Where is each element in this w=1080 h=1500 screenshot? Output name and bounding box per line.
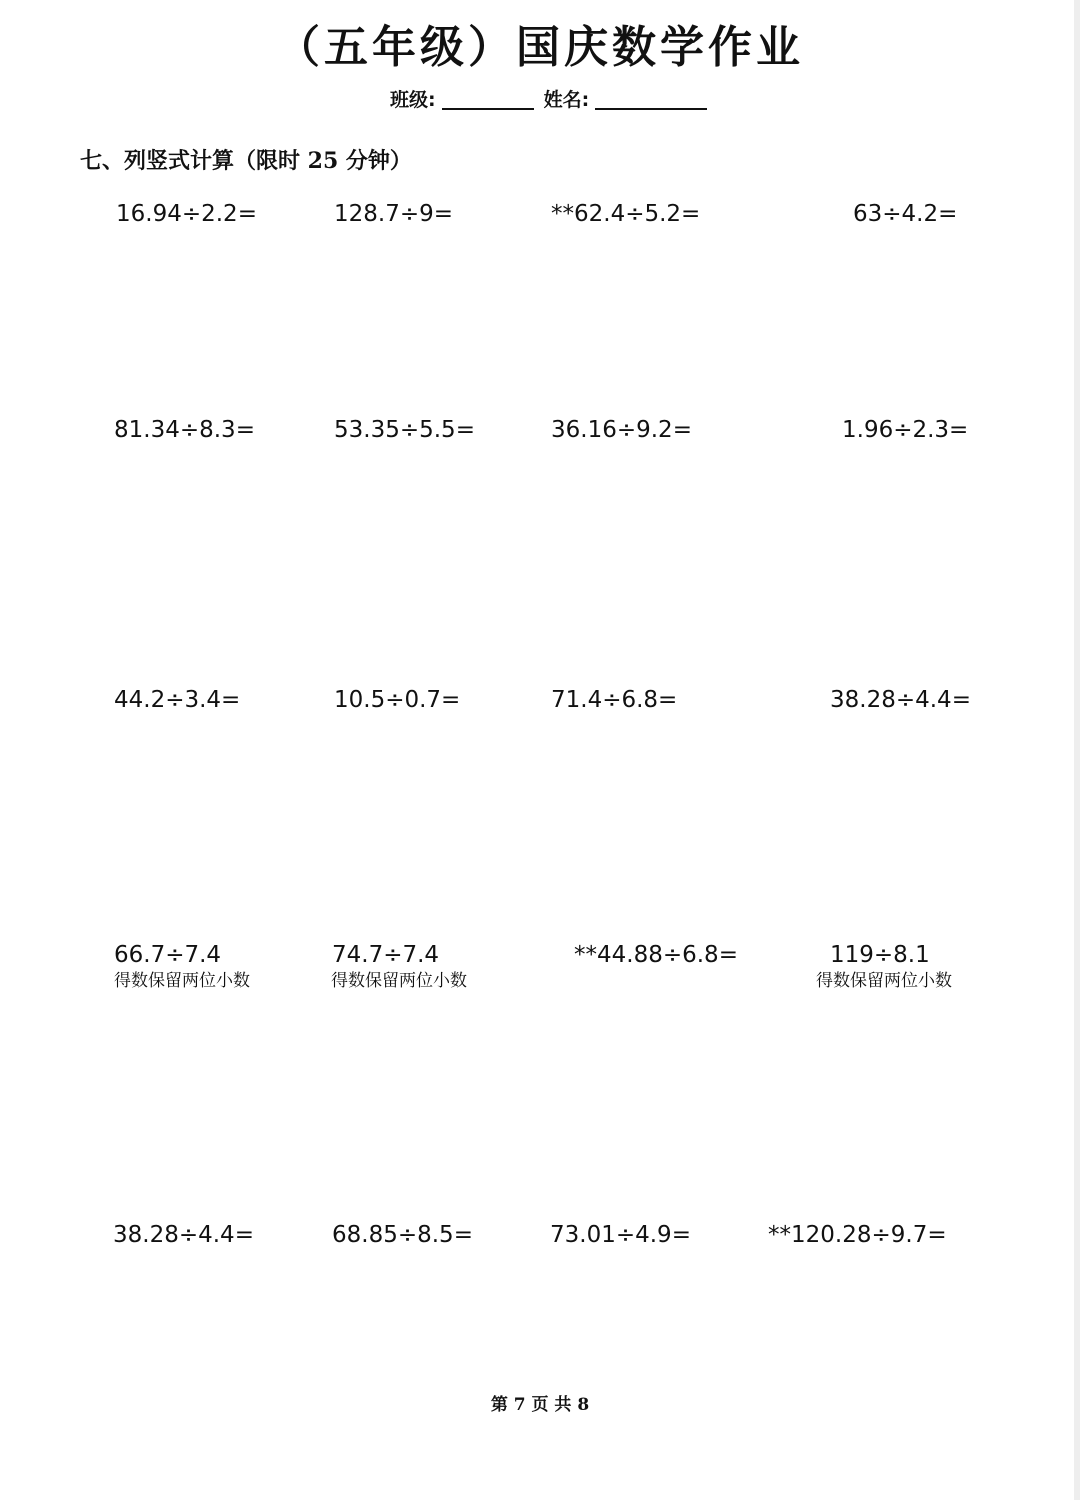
problem-r1-c2: 128.7÷9= (334, 201, 454, 227)
problem-r1-c3: **62.4÷5.2= (551, 201, 701, 227)
name-field[interactable] (595, 86, 707, 110)
rounding-note-r4-c4: 得数保留两位小数 (816, 971, 952, 991)
problem-r3-c2: 10.5÷0.7= (334, 687, 461, 713)
problem-r2-c3: 36.16÷9.2= (551, 417, 692, 443)
problem-r4-c3: **44.88÷6.8= (574, 942, 738, 968)
problem-r3-c3: 71.4÷6.8= (551, 687, 678, 713)
page-number: 第 7 页 共 8 (490, 1395, 590, 1415)
class-field[interactable] (442, 86, 534, 110)
class-label: 班级: (390, 89, 436, 111)
problem-r1-c4: 63÷4.2= (853, 201, 958, 227)
problem-r1-c1: 16.94÷2.2= (116, 201, 257, 227)
problem-r2-c2: 53.35÷5.5= (334, 417, 475, 443)
problem-r5-c2: 68.85÷8.5= (332, 1222, 473, 1248)
student-info (390, 82, 717, 112)
problem-r4-c2: 74.7÷7.4 (332, 942, 440, 968)
problem-r2-c1: 81.34÷8.3= (114, 417, 255, 443)
page-title: （五年级）国庆数学作业 (276, 22, 804, 73)
problem-r5-c1: 38.28÷4.4= (113, 1222, 254, 1248)
rounding-note-r4-c1: 得数保留两位小数 (114, 971, 250, 991)
name-label: 姓名: (543, 89, 590, 111)
problem-r5-c4: **120.28÷9.7= (768, 1222, 947, 1248)
problem-r3-c1: 44.2÷3.4= (114, 687, 241, 713)
rounding-note-r4-c2: 得数保留两位小数 (331, 971, 467, 991)
problem-r3-c4: 38.28÷4.4= (830, 687, 971, 713)
page-edge (1074, 0, 1080, 1500)
problem-r5-c3: 73.01÷4.9= (550, 1222, 691, 1248)
problem-r2-c4: 1.96÷2.3= (842, 417, 969, 443)
problem-r4-c4: 119÷8.1 (830, 942, 930, 968)
section-heading: 七、列竖式计算（限时 25 分钟） (80, 148, 412, 174)
problem-r4-c1: 66.7÷7.4 (114, 942, 222, 968)
